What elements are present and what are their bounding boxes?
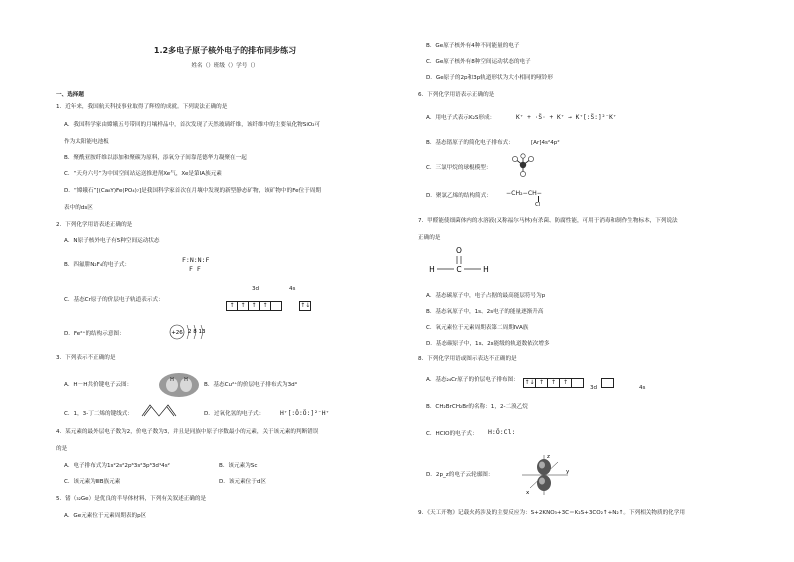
q7-atom-h2: H bbox=[483, 265, 489, 274]
q6-option-a-label: A．用电子式表示K₂S形成： bbox=[426, 115, 496, 121]
q7-option-c: C．氧元素位于元素周期表第二周期ⅣA族 bbox=[426, 325, 529, 331]
q7-stem-line1: 7．甲醛能使细菌体内的水溶液(又称福尔马林)有杀菌、防腐性能，可用于消毒和制作生物标本，下列说法 bbox=[418, 218, 678, 224]
q6-stem: 6．下列化学用语表示正确的是 bbox=[418, 92, 495, 98]
q1-option-b: B．聚酰亚胺纤维以添加和聚碳为原料，添氧分子间靠范德华力凝聚在一起 bbox=[64, 155, 247, 161]
q8-a-sublabel-4s: 4s bbox=[639, 385, 646, 391]
q6-option-d-label: D．聚氯乙烯的结构简式： bbox=[426, 193, 492, 199]
q4-option-c: C．该元素为ⅢB族元素 bbox=[64, 479, 121, 485]
q4-stem-line1: 4．某元素的最外层电子数为2，价电子数为3，并且是同族中原子序数最小的元素，关于该元素的判断错误 bbox=[56, 429, 319, 435]
q2-option-c-label: C．基态Cr原子的价层电子轨道表示式： bbox=[64, 297, 164, 303]
q1-option-a-line2: 作为太阳能电池板 bbox=[64, 139, 109, 145]
q1-option-a-line1: A．我国科学家由嫦娥五号带回的月壤样品中，首次发现了天然玻璃纤维，该纤维中的主要氧化物SiO₂可 bbox=[64, 122, 321, 128]
q2-stem: 2．下列化学用语表述正确的是 bbox=[56, 222, 133, 228]
q2-b-formula-bottom: F F bbox=[189, 265, 201, 273]
q2-option-b-label: B．四氟肼N₂F₄的电子式： bbox=[64, 262, 131, 268]
q8-option-a-label: A．基态₂₄Cr原子的价层电子排布图： bbox=[426, 377, 519, 383]
q6-a-formula: K⁺ + ·S̈· + K⁺ → K⁺[:S̈:]²⁻K⁺ bbox=[516, 114, 617, 121]
q7-atom-o: O bbox=[456, 246, 462, 255]
q1-stem: 1．近年来，我国航天科技事业取得了辉煌的成就。下列说法正确的是 bbox=[56, 104, 228, 110]
q8-a-sublabel-3d: 3d bbox=[590, 385, 598, 391]
q3-option-a-label: A．H－H共价键电子云图： bbox=[64, 382, 133, 388]
q3-option-b: B．基态Cu²⁺的价层电子排布式为3d⁹ bbox=[204, 382, 297, 388]
q9-stem: 9．《天工开物》记载火药涉及的主要反应为：S+2KNO₃+3C＝K₂S+3CO₂↑+N₂↑。下列相关物质的化学用 bbox=[418, 510, 685, 516]
q7-atom-c: C bbox=[456, 265, 462, 274]
q2-b-formula-top: F:N:N:F bbox=[182, 256, 210, 264]
q7-option-d: D．基态碳原子中，1s、2s能级的轨道数依次增多 bbox=[426, 341, 550, 347]
q3-a-h1: H bbox=[170, 377, 174, 383]
q8-d-axis-z: z bbox=[547, 454, 550, 460]
q6-option-b-label: B．基态锗原子的简化电子排布式： bbox=[426, 140, 514, 146]
q7-formaldehyde-structure bbox=[428, 246, 490, 282]
q8-d-pz-orbital bbox=[516, 452, 572, 502]
q1-option-c: C．“天舟六号”为中国空间站运送推进剂Xe气，Xe是第ⅠA族元素 bbox=[64, 171, 222, 177]
q4-stem-line2: 的是 bbox=[56, 446, 68, 452]
q2-c-orbital-diagram: ↑ ↑ ↑ ↑ ↑↓ bbox=[226, 295, 310, 314]
q5-option-a: A．Ge元素位于元素周期表的p区 bbox=[64, 513, 147, 519]
left-column bbox=[56, 0, 394, 562]
q5-option-c: C．Ge原子核外有8种空间运动状态的电子 bbox=[426, 59, 531, 65]
q3-a-h2: H bbox=[184, 377, 188, 383]
q4-option-d: D．该元素位于d区 bbox=[219, 479, 267, 485]
q6-d-cl: Cl bbox=[535, 202, 541, 208]
q2-c-sublabel-4s: 4s bbox=[289, 286, 296, 292]
q8-option-d-label: D．2p_z的电子云轮廓图： bbox=[426, 472, 494, 478]
q8-option-c-label: C．HClO的电子式： bbox=[426, 431, 478, 437]
student-info-line: 姓名（）班级（）学号（） bbox=[191, 63, 259, 69]
q7-stem-line2: 正确的是 bbox=[418, 235, 441, 241]
q5-stem: 5．锗（₃₂Ge）是优良的半导体材料，下列有关叙述正确的是 bbox=[56, 496, 207, 502]
q6-b-formula: [Ar]4s²4p² bbox=[531, 140, 560, 146]
q7-atom-h1: H bbox=[429, 265, 435, 274]
q4-option-b: B．该元素为Sc bbox=[219, 463, 258, 469]
q7-option-a: A．基态碳原子中，电子占据的最高能层符号为p bbox=[426, 293, 546, 299]
q3-stem: 3．下列表示不正确的是 bbox=[56, 355, 116, 361]
q2-c-sublabel-3d: 3d bbox=[252, 286, 260, 292]
q8-c-formula: H:Ö:Cl: bbox=[488, 428, 516, 436]
q6-d-formula: −CH₂−CH− bbox=[506, 190, 542, 197]
q7-option-b: B．基态氧原子中，1s、2s电子的能量逐渐升高 bbox=[426, 309, 544, 315]
q6-option-c-label: C．三氯甲烷的球棍模型： bbox=[426, 165, 492, 171]
q3-option-d-label: D．过氧化氢的电子式： bbox=[204, 411, 265, 417]
page-title: 1.2多电子原子核外电子的排布同步练习 bbox=[153, 46, 297, 55]
q4-option-a: A．电子排布式为1s²2s²2p⁶3s²3p⁶3d¹4s² bbox=[64, 463, 170, 469]
q6-c-ball-stick-model bbox=[510, 153, 536, 181]
q2-d-atom-structure bbox=[168, 322, 218, 346]
q2-d-shells: 2 8 13 bbox=[188, 329, 206, 335]
q2-d-nucleus: +26 bbox=[171, 330, 183, 336]
q1-option-d-line1: D．“嫦娥石”[(Ca₈Y)Fe(PO₄)₇]是我国科学家首次在月壤中发现的新型静态矿物，该矿物中的Fe位于周期 bbox=[64, 188, 321, 194]
q1-option-d-line2: 表中的ds区 bbox=[64, 205, 93, 211]
q5-option-b: B．Ge原子核外有4种不同能量的电子 bbox=[426, 43, 520, 49]
q8-d-axis-x: x bbox=[526, 490, 530, 496]
q8-option-b: B．CH₂BrCH₂Br的名称：1，2-二溴乙烷 bbox=[426, 404, 528, 410]
section-heading: 一、选择题 bbox=[56, 92, 84, 98]
q2-option-d-label: D．Fe²⁺的结构示意图： bbox=[64, 331, 125, 337]
right-column bbox=[418, 0, 768, 562]
q8-a-orbital-diagram: ↑↓ ↑ ↑ ↑ bbox=[523, 372, 613, 391]
q2-option-a: A．N原子核外电子有5种空间运动状态 bbox=[64, 238, 160, 244]
q3-d-formula: H⁺[:Ö:Ö:]²⁻H⁺ bbox=[280, 410, 330, 417]
q3-a-electron-cloud bbox=[158, 372, 200, 402]
q8-stem: 8．下列化学用语或图示表达不正确的是 bbox=[418, 356, 517, 362]
q3-c-butadiene-skeleton bbox=[141, 402, 177, 422]
q8-d-axis-y: y bbox=[566, 469, 570, 475]
q3-option-c-label: C．1，3-丁二烯的键线式： bbox=[64, 411, 133, 417]
q5-option-d: D．Ge原子的2p和3p轨道形状为大小相同的哑铃形 bbox=[426, 75, 553, 81]
